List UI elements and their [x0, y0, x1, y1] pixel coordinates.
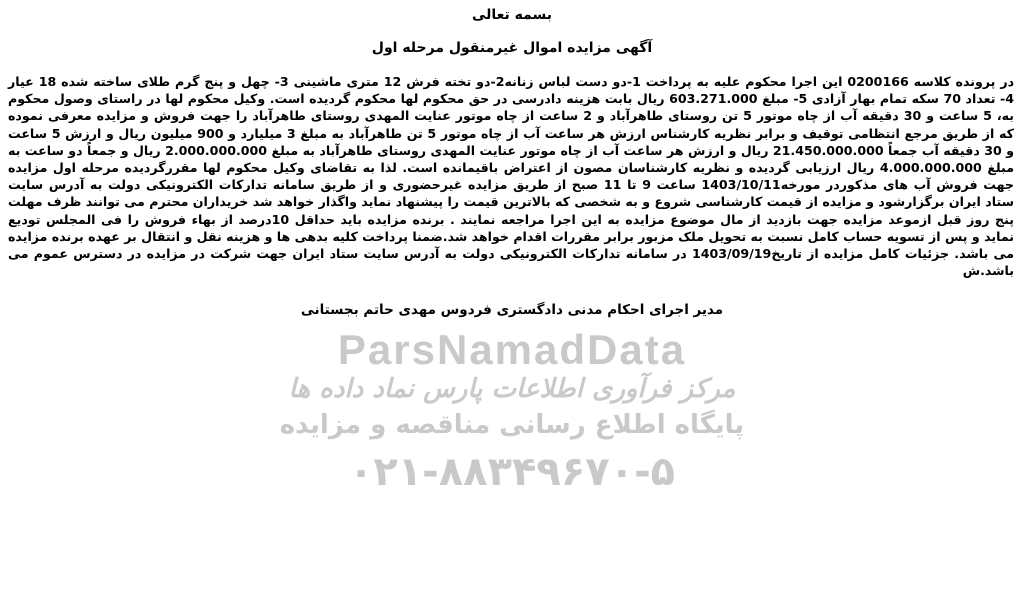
watermark-portal-name: پایگاه اطلاع رسانی مناقصه و مزایده — [279, 410, 745, 440]
notice-invocation: بسمه تعالی — [471, 7, 553, 23]
notice-signature: مدیر اجرای احکام مدنی دادگستری فردوس مهدی حاتم بجستانی — [300, 302, 724, 318]
watermark-phone: ۰۲۱-۸۸۳۴۹۶۷۰-۵ — [348, 449, 676, 495]
watermark-tagline: مرکز فرآوری اطلاعات پارس نماد داده ها — [288, 374, 736, 404]
notice-body: در پرونده کلاسه 0200166 این اجرا محکوم علیه به پرداخت 1-دو دست لباس زنانه2-دو تخته فرش 12 متری ماشینی 3- چهل و پنج گرم طلای ساخته شده 18 عیار 4- تعداد 70 سکه تمام بهار آزادی 5- مبلغ 603.271.000 ریال بابت هزینه دادرسی در حق محکوم لها محکوم گردیده است. وکیل محکوم لها در راستای وصول محکوم به، 5 ساعت و 30 دقیقه آب از چاه موتور 5 تن روستای طاهرآباد و 2 ساعت از چاه موتور عنایت المهدی روستای طاهرآباد را جهت فروش و مزایده معرفی نموده که از طریق مرجع انتظامی توقیف و برابر نظریه کارشناس ارزش هر ساعت آب از چاه موتور 5 تن طاهرآباد به مبلغ 3 میلیارد و 900 میلیون ریال و ارزش 5 ساعت و 30 دقیقه آب جمعاً 21.450.000.000 ریال و ارزش هر ساعت آب از چاه موتور عنایت المهدی روستای طاهرآباد به مبلغ 2.000.000.000 ریال و جمعاً دو ساعت به مبلغ 4.000.000.000 ریال ارزیابی گردیده و نظریه کارشناسان مصون از اعتراض باقیمانده است. لذا به تقاضای وکیل محکوم لها مقررگردیده مرحله اول مزایده جهت فروش آب های مذکوردر مورخه1403/10/11 ساعت 9 تا 11 صبح از طریق مزایده غیرحضوری و از طریق سامانه تدارکات الکترونیکی دولت به آدرس سایت ستاد ایران برگزارشود و مزایده از قیمت کارشناسی شروع و به شخصی که بالاترین قیمت را پیشنهاد نماید واگذار خواهد شد خریداران محترم می توانند ظرف مهلت پنج روز قبل ازموعد مزایده جهت بازدید از مال موضوع مزایده به این اجرا مراجعه نمایند . برنده مزایده باید حداقل 10درصد از بهاء فروش را فی المجلس تودیع نماید و پس از تسویه حساب کامل نسبت به تحویل ملک مزبور برابر مقررات اقدام خواهد شد.ضمنا پرداخت کلیه بدهی ها و هزینه نقل و انتقال بر عهده برنده مزایده می باشد. جزئیات کامل مزایده از تاریخ1403/09/19 در سامانه تدارکات الکترونیکی دولت به آدرس سایت ستاد ایران جهت شرکت در مزایده در دسترس عموم می باشد.ش — [8, 74, 1015, 279]
notice-title: آگهی مزایده اموال غیرمنقول مرحله اول — [371, 40, 653, 56]
watermark-brand: ParsNamadData — [337, 326, 687, 373]
